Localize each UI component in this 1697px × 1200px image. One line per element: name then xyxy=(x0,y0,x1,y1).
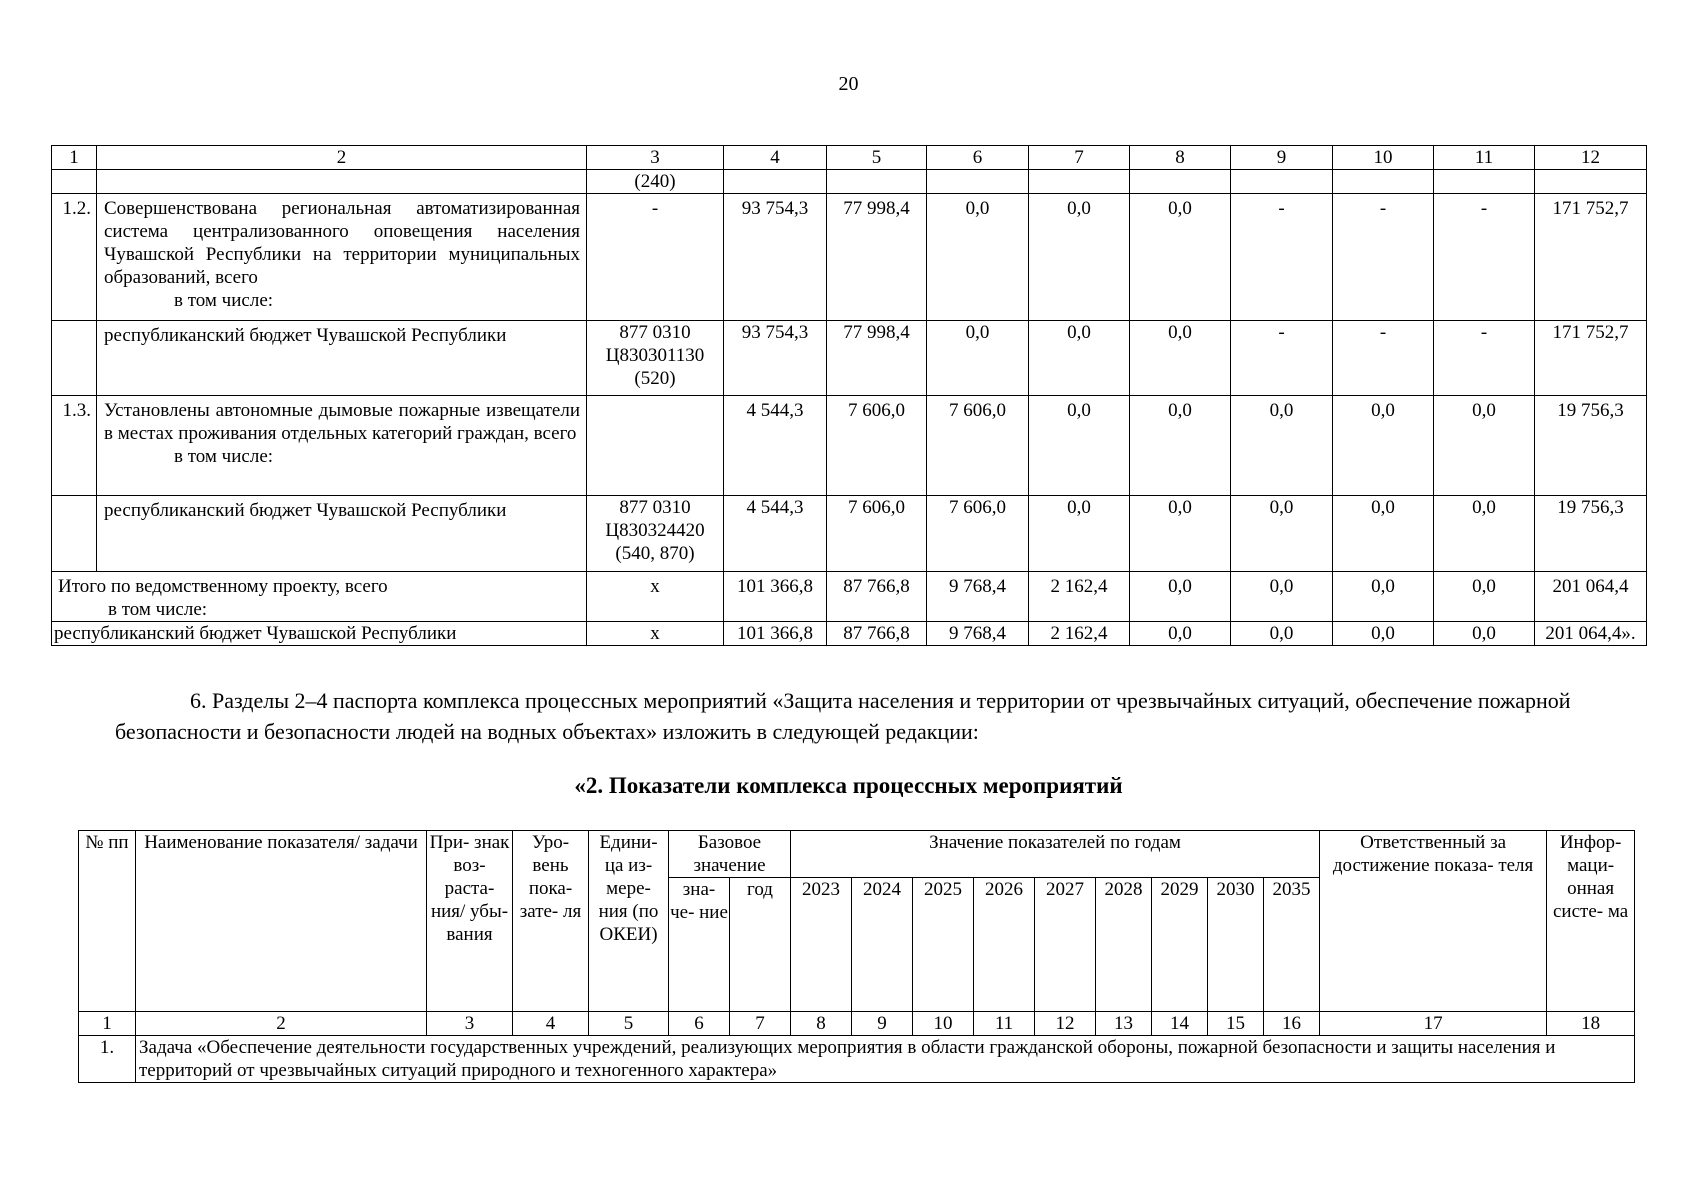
value-cell: 0,0 xyxy=(1231,496,1333,572)
table-row xyxy=(52,194,1647,321)
header-cell: Значение показателей по годам xyxy=(791,831,1320,878)
value-cell: 9 768,4 xyxy=(927,622,1029,646)
amendment-paragraph: 6. Разделы 2–4 паспорта комплекса процессных мероприятий «Защита населения и территории от чрезвычайных ситуаций, обеспечение пожарной безопасности и безопасности людей на водных объектах» изложить в следующей редакции: xyxy=(115,688,1571,744)
value-cell: 0,0 xyxy=(1333,572,1434,622)
header-cell: 9 xyxy=(1231,146,1333,170)
header-cell: № пп xyxy=(79,831,136,1012)
code-cell: - xyxy=(587,194,724,321)
header-cell: 11 xyxy=(1434,146,1535,170)
value-cell: 0,0 xyxy=(1333,396,1434,496)
year-cell: 2025 xyxy=(913,878,974,1012)
header-cell: Инфор- маци- онная систе- ма xyxy=(1547,831,1635,1012)
column-number: 1 xyxy=(79,1012,136,1036)
row-name: Совершенствована региональная автоматизированная система централизованного оповещения населения Чувашской Республики на территории муниципальных образований, всего в том числе: xyxy=(97,194,587,321)
value-cell: - xyxy=(1434,194,1535,321)
value-cell: 101 366,8 xyxy=(724,622,827,646)
value-cell: 93 754,3 xyxy=(724,321,827,396)
value-cell: 0,0 xyxy=(1231,396,1333,496)
value-cell: 171 752,7 xyxy=(1535,194,1647,321)
row-name: республиканский бюджет Чувашской Республики xyxy=(97,321,587,396)
value-cell: 0,0 xyxy=(927,321,1029,396)
column-numbers-row xyxy=(79,1012,1635,1036)
value-cell: 0,0 xyxy=(1434,396,1535,496)
value-cell: 19 756,3 xyxy=(1535,396,1647,496)
value-cell: 0,0 xyxy=(1029,321,1130,396)
header-cell: 8 xyxy=(1130,146,1231,170)
indicators-table xyxy=(78,830,1635,1083)
value-cell: - xyxy=(1434,321,1535,396)
row-number: 1.3. xyxy=(52,396,97,496)
column-number: 6 xyxy=(669,1012,730,1036)
header-cell: 7 xyxy=(1029,146,1130,170)
code-cell: (240) xyxy=(587,170,724,194)
total-row xyxy=(52,572,1647,622)
header-cell: год xyxy=(730,878,791,1012)
code-cell: 877 0310 Ц830324420 (540, 870) xyxy=(587,496,724,572)
row-number: 1. xyxy=(79,1036,136,1083)
year-cell: 2028 xyxy=(1096,878,1152,1012)
value-cell: 77 998,4 xyxy=(827,321,927,396)
value-cell: 7 606,0 xyxy=(927,396,1029,496)
header-cell: Едини- ца из- мере- ния (по ОКЕИ) xyxy=(589,831,669,1012)
value-cell: 0,0 xyxy=(1130,321,1231,396)
header-cell: Наименование показателя/ задачи xyxy=(136,831,427,1012)
column-number: 11 xyxy=(974,1012,1035,1036)
table-row xyxy=(52,321,1647,396)
value-cell: 0,0 xyxy=(1029,194,1130,321)
value-cell: 0,0 xyxy=(1231,572,1333,622)
value-cell: 7 606,0 xyxy=(827,396,927,496)
value-cell: 0,0 xyxy=(1130,396,1231,496)
value-cell: 19 756,3 xyxy=(1535,496,1647,572)
header-cell: При- знак воз- раста- ния/ убы- вания xyxy=(427,831,513,1012)
value-cell: 2 162,4 xyxy=(1029,622,1130,646)
header-cell: Уро- вень пока- зате- ля xyxy=(513,831,589,1012)
code-cell: х xyxy=(587,622,724,646)
value-cell: 0,0 xyxy=(1029,496,1130,572)
value-cell: 101 366,8 xyxy=(724,572,827,622)
value-cell: 7 606,0 xyxy=(827,496,927,572)
column-number: 10 xyxy=(913,1012,974,1036)
value-cell: 0,0 xyxy=(1130,572,1231,622)
value-cell: 0,0 xyxy=(1130,194,1231,321)
column-number: 9 xyxy=(852,1012,913,1036)
value-cell: 9 768,4 xyxy=(927,572,1029,622)
header-cell: 6 xyxy=(927,146,1029,170)
table-header-row xyxy=(79,831,1635,878)
header-cell: 2 xyxy=(97,146,587,170)
row-number: 1.2. xyxy=(52,194,97,321)
section-title: «2. Показатели комплекса процессных мероприятий xyxy=(574,773,1123,798)
value-cell: 171 752,7 xyxy=(1535,321,1647,396)
value-cell: 0,0 xyxy=(1434,622,1535,646)
value-cell: 0,0 xyxy=(1333,496,1434,572)
column-number: 5 xyxy=(589,1012,669,1036)
year-cell: 2035 xyxy=(1264,878,1320,1012)
value-cell: 0,0 xyxy=(1029,396,1130,496)
year-cell: 2023 xyxy=(791,878,852,1012)
header-cell: Ответственный за достижение показа- теля xyxy=(1320,831,1547,1012)
row-name: Установлены автономные дымовые пожарные извещатели в местах проживания отдельных категорий граждан, всего в том числе: xyxy=(97,396,587,496)
column-number: 2 xyxy=(136,1012,427,1036)
row-name: республиканский бюджет Чувашской Республики xyxy=(52,622,587,646)
header-cell: 3 xyxy=(587,146,724,170)
value-cell: 93 754,3 xyxy=(724,194,827,321)
value-cell: 0,0 xyxy=(927,194,1029,321)
value-cell: 7 606,0 xyxy=(927,496,1029,572)
value-cell: 4 544,3 xyxy=(724,496,827,572)
header-cell: 1 xyxy=(52,146,97,170)
table-row xyxy=(52,396,1647,496)
value-cell: - xyxy=(1231,321,1333,396)
code-cell: 877 0310 Ц830301130 (520) xyxy=(587,321,724,396)
header-cell: 4 xyxy=(724,146,827,170)
value-cell: 201 064,4 xyxy=(1535,572,1647,622)
column-number: 18 xyxy=(1547,1012,1635,1036)
column-number: 4 xyxy=(513,1012,589,1036)
table-row xyxy=(79,1036,1635,1083)
value-cell: 0,0 xyxy=(1130,622,1231,646)
row-name: Итого по ведомственному проекту, всего в том числе: xyxy=(52,572,587,622)
year-cell: 2027 xyxy=(1035,878,1096,1012)
value-cell: 4 544,3 xyxy=(724,396,827,496)
header-cell: 12 xyxy=(1535,146,1647,170)
year-cell: 2026 xyxy=(974,878,1035,1012)
column-number: 8 xyxy=(791,1012,852,1036)
value-cell: 0,0 xyxy=(1434,496,1535,572)
value-cell: - xyxy=(1333,194,1434,321)
column-number: 15 xyxy=(1208,1012,1264,1036)
table-row xyxy=(52,496,1647,572)
value-cell: 0,0 xyxy=(1333,622,1434,646)
value-cell: 0,0 xyxy=(1434,572,1535,622)
year-cell: 2030 xyxy=(1208,878,1264,1012)
value-cell: 77 998,4 xyxy=(827,194,927,321)
task-text: Задача «Обеспечение деятельности государственных учреждений, реализующих мероприятия в области гражданской обороны, пожарной безопасности и защиты населения и территорий от чрезвычайных ситуаций природного и техногенного характера» xyxy=(136,1036,1635,1083)
funding-table xyxy=(51,145,1647,646)
value-cell: 2 162,4 xyxy=(1029,572,1130,622)
total-row xyxy=(52,622,1647,646)
code-cell: х xyxy=(587,572,724,622)
header-cell: 10 xyxy=(1333,146,1434,170)
column-number: 14 xyxy=(1152,1012,1208,1036)
column-number: 12 xyxy=(1035,1012,1096,1036)
value-cell: 87 766,8 xyxy=(827,622,927,646)
column-number: 16 xyxy=(1264,1012,1320,1036)
column-number: 17 xyxy=(1320,1012,1547,1036)
table-header-row xyxy=(52,146,1647,170)
value-cell: 201 064,4». xyxy=(1535,622,1647,646)
year-cell: 2029 xyxy=(1152,878,1208,1012)
table-row xyxy=(52,170,1647,194)
year-cell: 2024 xyxy=(852,878,913,1012)
value-cell: 0,0 xyxy=(1231,622,1333,646)
value-cell: 0,0 xyxy=(1130,496,1231,572)
value-cell: 87 766,8 xyxy=(827,572,927,622)
page-number: 20 xyxy=(838,73,859,95)
header-cell: зна- че- ние xyxy=(669,878,730,1012)
row-name: республиканский бюджет Чувашской Республики xyxy=(97,496,587,572)
column-number: 13 xyxy=(1096,1012,1152,1036)
value-cell: - xyxy=(1333,321,1434,396)
column-number: 3 xyxy=(427,1012,513,1036)
header-cell: Базовое значение xyxy=(669,831,791,878)
value-cell: - xyxy=(1231,194,1333,321)
column-number: 7 xyxy=(730,1012,791,1036)
header-cell: 5 xyxy=(827,146,927,170)
code-cell xyxy=(587,396,724,496)
